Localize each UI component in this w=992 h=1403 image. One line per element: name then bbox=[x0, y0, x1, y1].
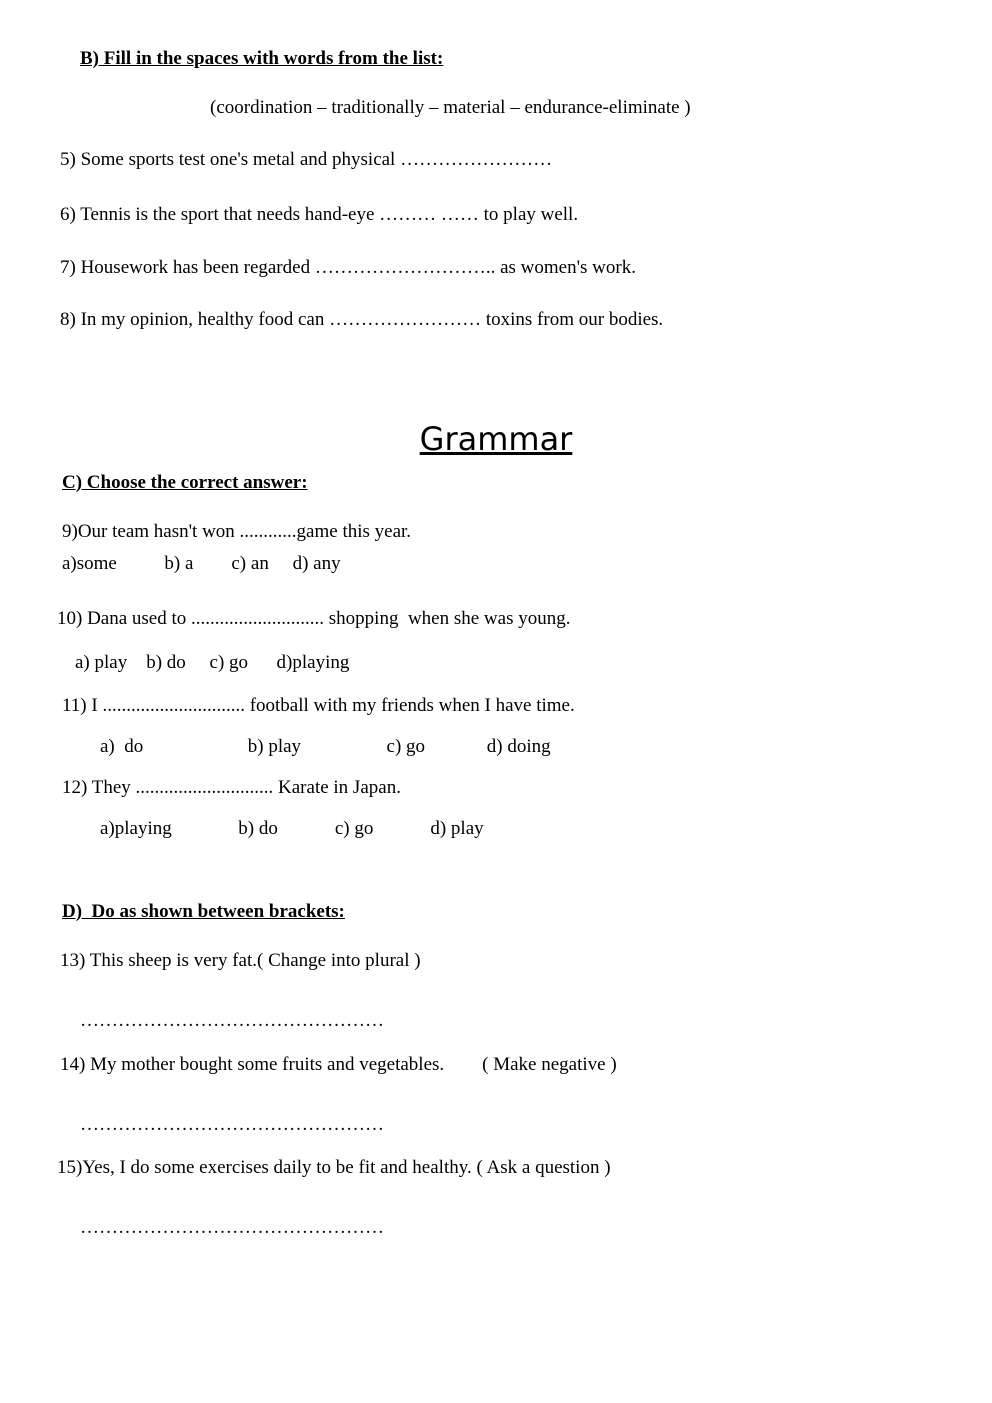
question-11-options: a) do b) play c) go d) doing bbox=[100, 735, 551, 757]
question-15-answer-line: ………………………………………… bbox=[80, 1216, 384, 1238]
question-10-options: a) play b) do c) go d)playing bbox=[75, 652, 350, 673]
grammar-section-title: Grammar bbox=[419, 419, 573, 458]
question-15: 15)Yes, I do some exercises daily to be fit and healthy. ( Ask a question ) bbox=[57, 1156, 611, 1178]
question-14: 14) My mother bought some fruits and vegetables. ( Make negative ) bbox=[60, 1054, 617, 1076]
question-6: 6) Tennis is the sport that needs hand-eye ……… …… to play well. bbox=[60, 203, 579, 225]
question-11: 11) I .............................. football with my friends when I have time. bbox=[62, 694, 575, 716]
question-13-answer-line: ………………………………………… bbox=[80, 1009, 384, 1031]
section-b-heading: B) Fill in the spaces with words from the list: bbox=[80, 48, 444, 69]
question-8: 8) In my opinion, healthy food can …………………… toxins from our bodies. bbox=[60, 309, 664, 330]
question-9: 9)Our team hasn't won ............game this year. bbox=[62, 520, 412, 542]
question-14-answer-line: ………………………………………… bbox=[80, 1114, 384, 1135]
question-9-options: a)some b) a c) an d) any bbox=[62, 552, 341, 574]
question-12-options: a)playing b) do c) go d) play bbox=[100, 818, 484, 839]
question-10: 10) Dana used to ............................ shopping when she was young. bbox=[57, 608, 571, 630]
word-list: (coordination – traditionally – material – endurance-eliminate ) bbox=[210, 97, 691, 118]
section-d-heading: D) Do as shown between brackets: bbox=[62, 900, 345, 922]
question-5: 5) Some sports test one's metal and physical …………………… bbox=[60, 148, 553, 170]
section-c-heading: C) Choose the correct answer: bbox=[62, 471, 308, 493]
question-12: 12) They ............................. Karate in Japan. bbox=[62, 777, 401, 799]
question-13: 13) This sheep is very fat.( Change into plural ) bbox=[60, 949, 421, 971]
question-7: 7) Housework has been regarded ……………………….. as women's work. bbox=[60, 257, 636, 279]
